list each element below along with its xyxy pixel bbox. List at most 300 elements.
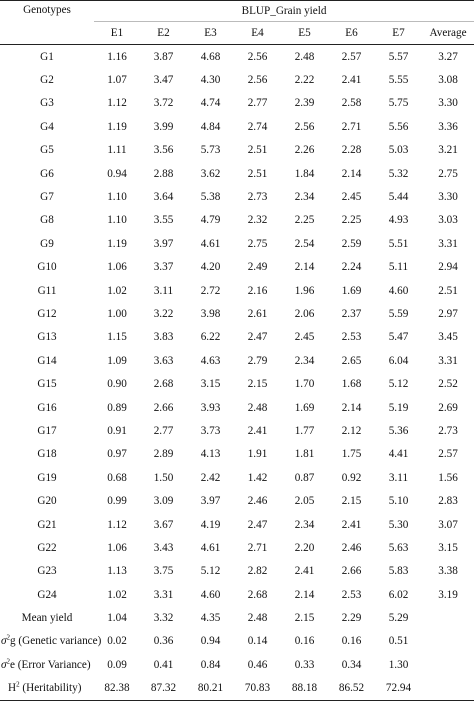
row-label: G19 [37, 471, 57, 484]
table-cell: 0.90 [107, 378, 127, 391]
row-label: G2 [40, 74, 54, 87]
table-cell: 2.25 [341, 214, 362, 227]
summary-row-label [0, 677, 94, 701]
table-cell: 3.47 [153, 74, 174, 87]
table-cell: 0.14 [247, 635, 268, 648]
summary-row-label [0, 653, 94, 676]
table-cell: 0.46 [247, 658, 268, 671]
table-cell: 1.10 [107, 191, 127, 204]
table-cell: 3.11 [153, 284, 174, 297]
row-label: G17 [37, 424, 57, 437]
table-cell: 2.39 [294, 97, 315, 110]
table-cell: 3.99 [153, 120, 174, 133]
table-cell: 3.27 [438, 50, 458, 63]
row-label: G21 [37, 518, 57, 531]
table-cell: 1.91 [247, 448, 268, 461]
table-cell: 4.60 [200, 588, 221, 601]
table-cell: 3.83 [153, 331, 174, 344]
table-cell: 0.09 [107, 658, 127, 671]
table-row [0, 185, 474, 208]
table-cell: 2.52 [438, 378, 458, 391]
table-cell: 6.04 [388, 354, 409, 367]
table-row [0, 326, 474, 349]
table-cell: 3.15 [200, 378, 221, 391]
table-cell: 2.06 [294, 307, 315, 320]
table-cell: 2.48 [294, 50, 315, 63]
table-cell: 1.13 [107, 565, 127, 578]
table-row [0, 419, 474, 442]
table-cell: 1.16 [107, 50, 127, 63]
table-cell: 2.47 [247, 518, 268, 531]
table-cell: 3.93 [200, 401, 221, 414]
table-cell: 3.38 [438, 565, 458, 578]
table-cell: 2.66 [153, 401, 174, 414]
table-cell: 1.70 [294, 378, 315, 391]
table-cell: 4.41 [388, 448, 409, 461]
table-cell: 5.12 [388, 378, 409, 391]
table-cell: 5.44 [388, 191, 409, 204]
table-row [0, 279, 474, 302]
table-cell: 3.55 [153, 214, 174, 227]
table-cell: 0.94 [200, 635, 221, 648]
row-label: G1 [40, 50, 54, 63]
table-cell: 72.94 [385, 682, 412, 695]
table-cell: 4.30 [200, 74, 221, 87]
table-cell: 3.43 [153, 541, 174, 554]
table-cell: 2.73 [247, 191, 268, 204]
column-header: Average [429, 27, 467, 39]
table-cell: 2.37 [341, 307, 362, 320]
table-cell: 2.71 [247, 541, 268, 554]
table-cell: 2.71 [341, 120, 362, 133]
summary-row [0, 630, 474, 653]
table-cell: 82.38 [104, 682, 130, 695]
table-cell: 5.10 [388, 495, 409, 508]
table-cell: 2.47 [247, 331, 268, 344]
table-cell: 4.35 [200, 612, 221, 625]
summary-row [0, 653, 474, 676]
row-label: G14 [37, 354, 57, 367]
table-cell: 4.61 [200, 541, 221, 554]
table-cell: 2.49 [247, 261, 268, 274]
table-cell: 2.74 [247, 120, 268, 133]
table-cell: 5.56 [388, 120, 409, 133]
table-cell: 2.48 [247, 401, 268, 414]
table-cell: 2.34 [294, 354, 315, 367]
table-cell: 2.20 [294, 541, 315, 554]
table-cell: 3.75 [153, 565, 174, 578]
table-cell: 2.65 [341, 354, 362, 367]
label-text: (Heritability) [19, 682, 82, 695]
table-cell: 1.19 [107, 120, 127, 133]
table-cell: 3.03 [438, 214, 458, 227]
summary-row [0, 606, 474, 629]
table-cell: 4.84 [200, 120, 221, 133]
table-cell: 2.46 [247, 495, 268, 508]
table-cell: 70.83 [244, 682, 271, 695]
table-cell: 4.63 [200, 354, 221, 367]
table-cell: 5.51 [388, 237, 409, 250]
table-cell: 2.48 [247, 612, 268, 625]
table-cell: 86.52 [338, 682, 365, 695]
table-cell: 5.57 [388, 50, 409, 63]
table-cell: 3.32 [153, 612, 174, 625]
table-cell: 1.69 [294, 401, 315, 414]
label-text: g (Genetic variance) [10, 635, 102, 648]
table-cell: 2.53 [341, 331, 362, 344]
table-cell: 3.19 [438, 588, 458, 601]
table-cell: 1.15 [107, 331, 127, 344]
column-header: E4 [251, 27, 264, 39]
table-cell: 1.69 [341, 284, 362, 297]
table-cell: 2.14 [341, 401, 362, 414]
table-cell: 1.84 [294, 167, 315, 180]
table-cell: 2.73 [438, 424, 458, 437]
table-cell: 3.97 [153, 237, 174, 250]
row-label: G22 [37, 541, 57, 554]
table-cell: 0.41 [153, 658, 174, 671]
table-cell: 2.51 [247, 144, 268, 157]
table-cell: 2.68 [153, 378, 174, 391]
label-symbol: σ [1, 658, 7, 671]
table-cell: 6.22 [200, 331, 221, 344]
table-cell: 1.56 [438, 471, 458, 484]
table-cell: 3.31 [438, 354, 458, 367]
table-cell: 1.02 [107, 588, 127, 601]
table-cell: 3.87 [153, 50, 174, 63]
table-cell: 2.56 [247, 74, 268, 87]
table-cell: 3.09 [153, 495, 174, 508]
table-cell: 2.61 [247, 307, 268, 320]
table-cell: 3.36 [438, 120, 458, 133]
table-row [0, 560, 474, 583]
row-label: G20 [37, 495, 57, 508]
summary-row-label [0, 630, 102, 653]
table-row [0, 45, 474, 69]
table-cell: 3.30 [438, 97, 458, 110]
table-row [0, 583, 474, 606]
row-label: G11 [37, 284, 57, 297]
header-row-group [0, 1, 474, 22]
table-cell: 1.10 [107, 214, 127, 227]
table-cell: 5.55 [388, 74, 409, 87]
table-cell: 2.29 [341, 612, 362, 625]
table-cell: 1.06 [107, 541, 127, 554]
table-cell: 0.94 [107, 167, 127, 180]
table-cell: 5.63 [388, 541, 409, 554]
table-cell: 4.19 [200, 518, 221, 531]
table-cell: 5.83 [388, 565, 409, 578]
label-symbol: H [8, 682, 17, 695]
table-cell: 87.32 [150, 682, 177, 695]
table-cell: 3.31 [153, 588, 174, 601]
table-cell [422, 630, 474, 653]
table-cell: 1.04 [107, 612, 127, 625]
table-cell: 2.69 [438, 401, 458, 414]
table-cell: 4.60 [388, 284, 409, 297]
label-exponent: 2 [6, 657, 11, 666]
table-cell: 2.14 [294, 588, 315, 601]
table-cell: 2.46 [341, 541, 362, 554]
table-cell: 5.32 [388, 167, 409, 180]
table-cell: 3.64 [153, 191, 174, 204]
table-cell: 2.32 [247, 214, 268, 227]
summary-row [0, 677, 474, 701]
table-row [0, 68, 474, 91]
table-cell: 1.81 [294, 448, 315, 461]
table-cell: 3.37 [153, 261, 174, 274]
table-cell: 5.11 [388, 261, 409, 274]
table-cell: 2.75 [438, 167, 458, 180]
table-cell: 3.07 [438, 518, 458, 531]
table-cell: 5.19 [388, 401, 409, 414]
table-body [0, 45, 474, 701]
table-cell: 2.22 [294, 74, 315, 87]
table-cell: 4.68 [200, 50, 221, 63]
table-cell: 2.57 [341, 50, 362, 63]
table-cell: 2.51 [438, 284, 458, 297]
table-cell: 5.12 [200, 565, 221, 578]
row-label: G13 [37, 331, 57, 344]
table-cell: 2.57 [438, 448, 458, 461]
table-cell: 3.15 [438, 541, 458, 554]
row-label: G12 [37, 307, 57, 320]
column-header: E6 [345, 27, 358, 39]
table-cell: 2.15 [247, 378, 268, 391]
row-label: G4 [40, 120, 54, 133]
column-header: E1 [110, 27, 124, 39]
table-cell: 0.51 [388, 635, 409, 648]
label-exponent: 2 [16, 680, 20, 689]
table-cell: 1.11 [107, 144, 127, 157]
table-cell: 2.26 [294, 144, 315, 157]
table-cell: 1.77 [294, 424, 315, 437]
table-cell: 3.08 [438, 74, 458, 87]
table-row [0, 536, 474, 559]
table-cell: 2.34 [294, 191, 315, 204]
table-cell: 5.73 [200, 144, 221, 157]
table-cell: 2.94 [438, 261, 458, 274]
table-cell: 5.59 [388, 307, 409, 320]
table-cell: 0.68 [107, 471, 127, 484]
table-cell: 3.56 [153, 144, 174, 157]
table-cell: 5.38 [200, 191, 221, 204]
table-cell [422, 653, 474, 676]
table-row [0, 302, 474, 325]
table-cell: 0.34 [341, 658, 362, 671]
column-header: E3 [204, 27, 217, 39]
table-cell: 3.22 [153, 307, 174, 320]
table-cell: 0.02 [107, 635, 127, 648]
table-cell: 2.41 [341, 518, 362, 531]
table-cell: 2.41 [247, 424, 268, 437]
table-row [0, 209, 474, 232]
table-cell: 1.75 [341, 448, 362, 461]
table-cell: 0.87 [294, 471, 315, 484]
table-cell: 0.97 [107, 448, 127, 461]
label-exponent: 2 [6, 633, 11, 642]
table-cell: 1.50 [153, 471, 174, 484]
table-cell: 4.79 [200, 214, 221, 227]
table-cell: 5.36 [388, 424, 409, 437]
table-cell: 0.33 [294, 658, 315, 671]
table-cell: 2.14 [341, 167, 362, 180]
row-label: G24 [37, 588, 57, 601]
row-header-label: Genotypes [0, 1, 94, 45]
table-row [0, 115, 474, 138]
table-cell: 4.74 [200, 97, 221, 110]
table-cell: 4.20 [200, 261, 221, 274]
table-cell: 2.83 [438, 495, 458, 508]
table-cell: 2.54 [294, 237, 315, 250]
table-cell: 2.88 [153, 167, 174, 180]
table-cell: 1.12 [107, 97, 127, 110]
table-row [0, 92, 474, 115]
table-cell: 3.31 [438, 237, 458, 250]
table-cell: 2.89 [153, 448, 174, 461]
table-cell: 88.18 [291, 682, 318, 695]
table-cell: 6.02 [388, 588, 409, 601]
table-cell: 1.19 [107, 237, 127, 250]
table-cell: 1.02 [107, 284, 127, 297]
table-cell: 3.98 [200, 307, 221, 320]
row-label: G16 [37, 401, 57, 414]
table-cell: 2.53 [341, 588, 362, 601]
table-row [0, 372, 474, 395]
table-cell: 4.93 [388, 214, 409, 227]
table-row [0, 443, 474, 466]
table-cell: 1.12 [107, 518, 127, 531]
table-cell: 5.75 [388, 97, 409, 110]
table-cell: 0.36 [153, 635, 174, 648]
table-cell: 80.21 [197, 682, 224, 695]
table-cell: 2.45 [341, 191, 362, 204]
table-cell: 2.05 [294, 495, 315, 508]
table-cell: 0.84 [200, 658, 221, 671]
table-cell: 5.30 [388, 518, 409, 531]
table-cell: 2.14 [294, 261, 315, 274]
table-cell: 0.99 [107, 495, 127, 508]
table-cell: 2.58 [341, 97, 362, 110]
table-cell: 2.34 [294, 518, 315, 531]
row-label: G10 [37, 261, 57, 274]
table-cell: 2.42 [200, 471, 221, 484]
summary-row-label: Mean yield [21, 612, 73, 625]
table-cell: 2.68 [247, 588, 268, 601]
column-header: E5 [298, 27, 311, 39]
table-cell: 2.56 [294, 120, 315, 133]
table-row [0, 256, 474, 279]
table-cell: 5.29 [388, 612, 409, 625]
table-cell: 0.16 [294, 635, 315, 648]
table-cell: 3.63 [153, 354, 174, 367]
table-cell: 2.12 [341, 424, 362, 437]
table-cell: 1.09 [107, 354, 127, 367]
row-label: G3 [40, 97, 54, 110]
table-cell: 3.45 [438, 331, 458, 344]
row-label: G7 [40, 191, 54, 204]
table-cell: 3.97 [200, 495, 221, 508]
table-cell: 2.41 [294, 565, 315, 578]
table-row [0, 139, 474, 162]
table-cell: 0.91 [107, 424, 127, 437]
row-label: G23 [37, 565, 57, 578]
table-cell: 0.16 [341, 635, 362, 648]
table-cell: 5.03 [388, 144, 409, 157]
table-cell: 3.67 [153, 518, 174, 531]
table-cell: 2.75 [247, 237, 268, 250]
column-header: E2 [157, 27, 170, 39]
column-header: E7 [392, 27, 405, 39]
label-symbol: σ [1, 635, 7, 648]
table-cell: 3.72 [153, 97, 174, 110]
table-cell: 2.97 [438, 307, 458, 320]
table-cell: 2.25 [294, 214, 315, 227]
table-cell: 2.66 [341, 565, 362, 578]
table-cell: 4.61 [200, 237, 221, 250]
table-cell: 2.45 [294, 331, 315, 344]
label-text: e (Error Variance) [10, 658, 91, 671]
table-row [0, 396, 474, 419]
table-cell [422, 677, 474, 701]
table-row [0, 232, 474, 255]
table-cell: 2.51 [247, 167, 268, 180]
table-cell: 2.28 [341, 144, 362, 157]
table-cell: 1.30 [388, 658, 409, 671]
table-cell: 2.77 [153, 424, 174, 437]
table-cell: 1.07 [107, 74, 127, 87]
table-cell: 2.79 [247, 354, 268, 367]
table-row [0, 513, 474, 536]
table-cell: 1.96 [294, 284, 315, 297]
table-cell: 2.82 [247, 565, 268, 578]
group-header: BLUP_Grain yield [94, 1, 474, 22]
row-label: G8 [40, 214, 54, 227]
table-cell: 0.89 [107, 401, 127, 414]
table-cell: 1.68 [341, 378, 362, 391]
table-row [0, 162, 474, 185]
table-cell: 2.56 [247, 50, 268, 63]
row-label: G6 [40, 167, 54, 180]
table-cell: 3.62 [200, 167, 221, 180]
table-cell: 3.73 [200, 424, 221, 437]
row-label: G5 [40, 144, 54, 157]
table-cell: 2.59 [341, 237, 362, 250]
row-label: G18 [37, 448, 57, 461]
table-cell: 0.92 [341, 471, 362, 484]
table-row [0, 466, 474, 489]
table-cell: 4.13 [200, 448, 221, 461]
table-cell: 5.47 [388, 331, 409, 344]
table-cell: 3.21 [438, 144, 458, 157]
table-cell: 3.30 [438, 191, 458, 204]
row-label: G9 [40, 237, 54, 250]
table-cell: 1.00 [107, 307, 127, 320]
table-cell: 2.24 [341, 261, 362, 274]
table-cell: 2.77 [247, 97, 268, 110]
table-row [0, 349, 474, 372]
table-cell: 3.11 [388, 471, 409, 484]
table-cell: 1.06 [107, 261, 127, 274]
row-label: G15 [37, 378, 57, 391]
table-cell: 1.42 [247, 471, 268, 484]
table-cell: 2.16 [247, 284, 268, 297]
table-cell [422, 606, 474, 629]
table-cell: 2.41 [341, 74, 362, 87]
table-cell: 2.15 [294, 612, 315, 625]
table-row [0, 489, 474, 512]
table-cell: 2.72 [200, 284, 221, 297]
